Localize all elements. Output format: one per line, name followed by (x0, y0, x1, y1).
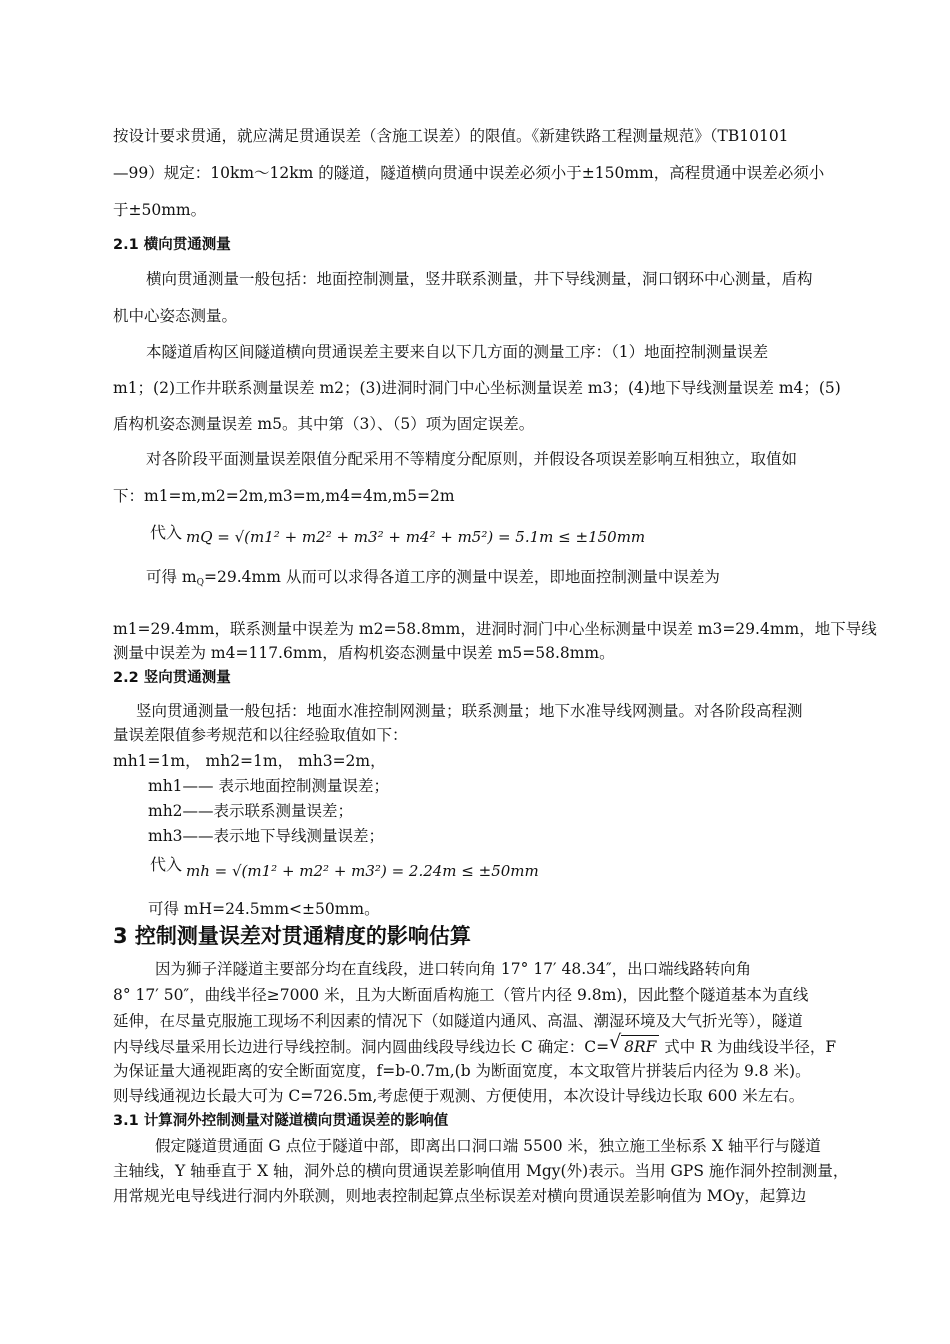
formula-mq (186, 528, 645, 546)
paragraph-line: 因为狮子洋隧道主要部分均在直线段，进口转向角 17° 17′ 48.34″，出口端线路转向角 (155, 960, 752, 978)
formula-mh-text: mh = √(m1² + m2² + m3²) = 2.24m ≤ ±50mm (186, 862, 539, 880)
paragraph-line: 用常规光电导线进行洞内外联测，则地表控制起算点坐标误差对横向贯通误差影响值为 MOy，起算边 (113, 1187, 807, 1205)
text-run: 内导线尽量采用长边进行导线控制。洞内圆曲线段导线边长 C 确定：C= (113, 1038, 610, 1056)
substitute-label: 代入 (150, 855, 183, 874)
paragraph-line: 则导线通视边长最大可为 C=726.5m,考虑便于观测、方便使用，本次设计导线边长取 600 米左右。 (113, 1087, 805, 1105)
text-run: 式中 R 为曲线设半径，F (659, 1038, 837, 1056)
paragraph-line: 对各阶段平面测量误差限值分配采用不等精度分配原则，并假设各项误差影响互相独立，取值如 (146, 450, 798, 468)
paragraph-line: mh3——表示地下导线测量误差； (148, 827, 385, 845)
paragraph-line: 假定隧道贯通面 G 点位于隧道中部，即离出口洞口端 5500 米，独立施工坐标系 X 轴平行与隧道 (155, 1137, 821, 1155)
formula-mq-text: mQ = √(m1² + m2² + m3² + m4² + m5²) = 5.1m ≤ ±150mm (186, 528, 646, 546)
section-heading-2-2: 2.2 竖向贯通测量 (113, 670, 231, 686)
text-run: =29.4mm 从而可以求得各道工序的测量中误差，即地面控制测量中误差为 (204, 568, 720, 586)
radical-sign: √ (609, 1031, 622, 1053)
paragraph-line: 本隧道盾构区间隧道横向贯通误差主要来自以下几方面的测量工序：（1）地面控制测量误差 (146, 343, 769, 361)
text-run: 可得 m (146, 568, 197, 586)
paragraph-line: 下：m1=m,m2=2m,m3=m,m4=4m,m5=2m (113, 487, 455, 505)
paragraph-line: 可得 mH=24.5mm<±50mm。 (148, 900, 380, 918)
substitute-label: 代入 (150, 523, 183, 542)
paragraph-line: 量误差限值参考规范和以往经验取值如下： (113, 726, 408, 744)
paragraph-line: 延伸，在尽量克服施工现场不利因素的情况下（如隧道内通风、高温、潮湿环境及大气折光等），隧道 (113, 1012, 803, 1030)
paragraph-line: 横向贯通测量一般包括：地面控制测量，竖井联系测量，井下导线测量，洞口钢环中心测量，盾构 (146, 270, 813, 288)
paragraph-line: —99）规定：10km～12km 的隧道，隧道横向贯通中误差必须小于±150mm，高程贯通中误差必须小 (113, 164, 825, 182)
paragraph-line: 按设计要求贯通，就应满足贯通误差（含施工误差）的限值。《新建铁路工程测量规范》（TB10101 (113, 127, 789, 145)
paragraph-line: 主轴线，Y 轴垂直于 X 轴，洞外总的横向贯通误差影响值用 Mgy(外)表示。当用 GPS 施作洞外控制测量， (113, 1162, 849, 1180)
paragraph-line: mh2——表示联系测量误差； (148, 802, 354, 820)
paragraph-line: mh1—— 表示地面控制测量误差； (148, 777, 389, 795)
paragraph-line: 8° 17′ 50″，曲线半径≥7000 米，且为大断面盾构施工（管片内径 9.8m)，因此整个隧道基本为直线 (113, 986, 809, 1004)
subscript: Q (196, 578, 205, 588)
paragraph-line: m1=29.4mm，联系测量中误差为 m2=58.8mm，进洞时洞门中心坐标测量中误差 m3=29.4mm，地下导线 (113, 620, 877, 638)
section-heading-2-1: 2.1 横向贯通测量 (113, 237, 231, 253)
formula-mh (186, 862, 539, 880)
paragraph-line: 机中心姿态测量。 (113, 307, 238, 325)
paragraph-line: 盾构机姿态测量误差 m5。其中第（3）、（5）项为固定误差。 (113, 415, 535, 433)
paragraph-line: mh1=1m， mh2=1m， mh3=2m， (113, 752, 386, 770)
paragraph-line: 竖向贯通测量一般包括：地面水准控制网测量；联系测量；地下水准导线网测量。对各阶段高程测 (136, 702, 803, 720)
paragraph-line: m1；(2)工作井联系测量误差 m2；(3)进洞时洞门中心坐标测量误差 m3；(4)地下导线测量误差 m4；(5) (113, 379, 841, 397)
sqrt-expression (609, 1031, 659, 1058)
section-heading-3-1: 3.1 计算洞外控制测量对隧道横向贯通误差的影响值 (113, 1113, 449, 1129)
section-heading-3: 3 控制测量误差对贯通精度的影响估算 (113, 924, 471, 948)
radicand: 8RF (621, 1035, 659, 1058)
paragraph-line: 为保证量大通视距离的安全断面宽度，f=b-0.7m,(b 为断面宽度，本文取管片拼装后内径为 9.8 米)。 (113, 1062, 811, 1080)
paragraph-line (113, 1031, 837, 1058)
paragraph-line: 测量中误差为 m4=117.6mm，盾构机姿态测量中误差 m5=58.8mm。 (113, 644, 615, 662)
paragraph-line (146, 566, 720, 594)
paragraph-line: 于±50mm。 (113, 201, 207, 219)
